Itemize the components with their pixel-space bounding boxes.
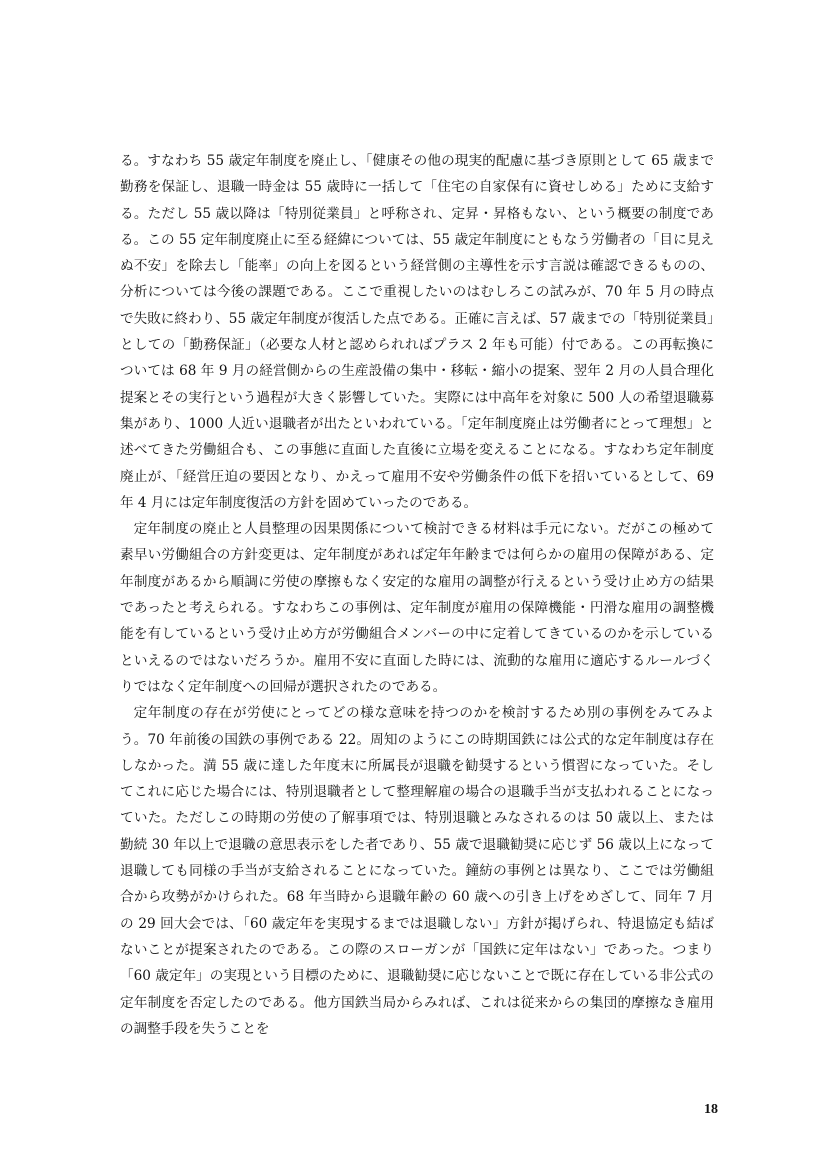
page-number: 18 xyxy=(704,1102,718,1117)
body-text xyxy=(120,148,714,1048)
paragraph-1: る。すなわち 55 歳定年制度を廃止し、「健康その他の現実的配慮に基づき原則として 65 歳まで勤務を保証し、退職一時金は 55 歳時に一括して「住宅の自家保有に資せしめる」ために支給する。ただし 55 歳以降は「特別従業員」と呼称され、定昇・昇格もない、という概要の制度である。この 55 定年制度廃止に至る経緯については、55 歳定年制度にともなう労働者の「目に見えぬ不安」を除去し「能率」の向上を図るという経営側の主導性を示す言説は確認できるものの、分析については今後の課題である。ここで重視したいのはむしろこの試みが、70 年 5 月の時点で失敗に終わり、55 歳定年制度が復活した点である。正確に言えば、57 歳までの「特別従業員」としての「勤務保証」（必要な人材と認められればプラス 2 年も可能）付である。この再転換については 68 年 9 月の経営側からの生産設備の集中・移転・縮小の提案、翌年 2 月の人員合理化提案とその実行という過程が大きく影響していた。実際には中高年を対象に 500 人の希望退職募集があり、1000 人近い退職者が出たといわれている。「定年制度廃止は労働者にとって理想」と述べてきた労働組合も、この事態に直面した直後に立場を変えることになる。すなわち定年制度廃止が、「経営圧迫の要因となり、かえって雇用不安や労働条件の低下を招いているとして、69 年 4 月には定年制度復活の方針を固めていったのである。 xyxy=(120,153,714,511)
paragraph-2: 定年制度の廃止と人員整理の因果関係について検討できる材料は手元にない。だがこの極めて素早い労働組合の方針変更は、定年制度があれば定年年齢までは何らかの雇用の保障がある、定年制度があるから順調に労使の摩擦もなく安定的な雇用の調整が行えるという受け止め方の結果であったと考えられる。すなわちこの事例は、定年制度が雇用の保障機能・円滑な雇用の調整機能を有しているという受け止め方が労働組合メンバーの中に定着してきているのかを示しているといえるのではないだろうか。雇用不安に直面した時には、流動的な雇用に適応するルールづくりではなく定年制度への回帰が選択されたのである。 xyxy=(120,521,714,695)
paragraph-3: 定年制度の存在が労使にとってどの様な意味を持つのかを検討するため別の事例をみてみよう。70 年前後の国鉄の事例である 22。周知のようにこの時期国鉄には公式的な定年制度は存在しなかった。満 55 歳に達した年度末に所属長が退職を勧奨するという慣習になっていた。そしてこれに応じた場合には、特別退職者として整理解雇の場合の退職手当が支払われることになっていた。ただしこの時期の労使の了解事項では、特別退職とみなされるのは 50 歳以上、または勤続 30 年以上で退職の意思表示をした者であり、55 歳で退職勧奨に応じず 56 歳以上になって退職しても同様の手当が支給されることになっていた。鐘紡の事例とは異なり、ここでは労働組合から攻勢がかけられた。68 年当時から退職年齢の 60 歳への引き上げをめざして、同年 7 月の 29 回大会では、「60 歳定年を実現するまでは退職しない」方針が掲げられ、特退協定も結ばないことが提案されたのである。この際のスローガンが「国鉄に定年はない」であった。つまり「60 歳定年」の実現という目標のために、退職勧奨に応じないことで既に存在している非公式の定年制度を否定したのである。他方国鉄当局からみれば、これは従来からの集団的摩擦なき雇用の調整手段を失うことを xyxy=(120,705,714,1037)
